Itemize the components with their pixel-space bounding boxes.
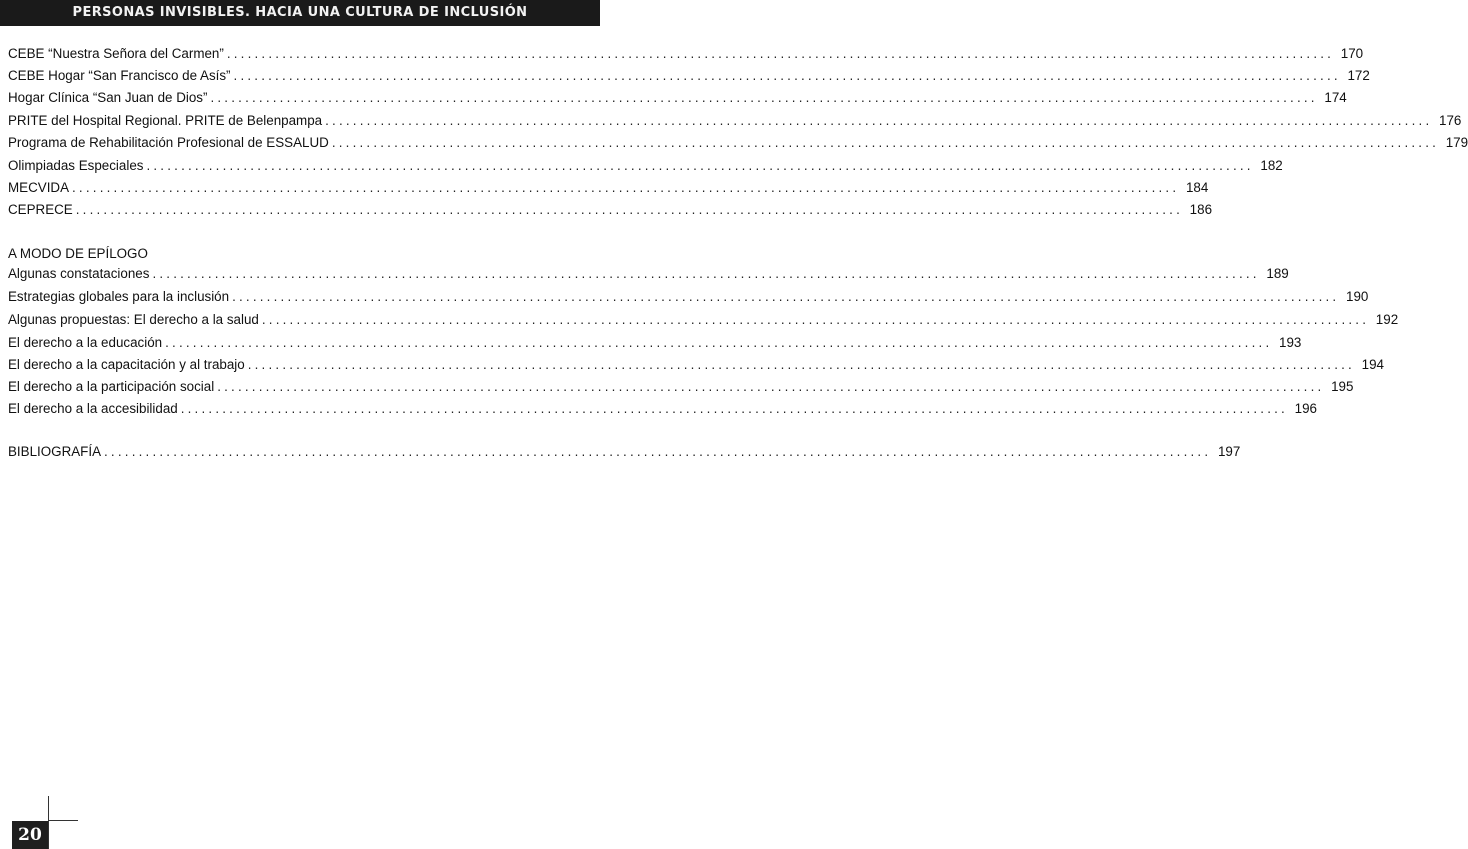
toc-dot-leader: ................................................................................................................................................................ — [226, 46, 1335, 61]
toc-dot-leader: ................................................................................................................................................................ — [247, 357, 1355, 372]
toc-entry — [8, 266, 1289, 288]
toc-dot-leader: ................................................................................................................................................................ — [72, 180, 1180, 195]
toc-entry-label: El derecho a la participación social — [8, 379, 215, 394]
toc-entry-page: 176 — [1439, 113, 1462, 128]
toc-entry — [8, 357, 1384, 379]
toc-entry — [8, 46, 1364, 68]
toc-dot-leader: ................................................................................................................................................................ — [165, 335, 1273, 350]
toc-entry — [8, 90, 1347, 112]
toc-entry-page: 193 — [1279, 335, 1302, 350]
toc-entry — [8, 180, 1209, 202]
toc-entry — [8, 289, 1369, 311]
toc-entry — [8, 68, 1370, 90]
toc-entry-page: 174 — [1324, 90, 1347, 105]
toc-entry-page: 179 — [1445, 135, 1468, 150]
toc-entry-label: PRITE del Hospital Regional. PRITE de Belenpampa — [8, 113, 323, 128]
toc-dot-leader: ................................................................................................................................................................ — [210, 90, 1318, 105]
toc-entry-page: 190 — [1346, 289, 1369, 304]
toc-entry-page: 182 — [1260, 158, 1283, 173]
toc-entry-page: 194 — [1361, 357, 1384, 372]
toc-entry-label: CEBE Hogar “San Francisco de Asís” — [8, 68, 231, 83]
toc-dot-leader: ................................................................................................................................................................ — [152, 266, 1260, 281]
toc-entry-page: 184 — [1185, 180, 1209, 195]
toc-entry-label: El derecho a la educación — [8, 335, 163, 350]
toc-entry — [8, 401, 1317, 423]
crop-mark-horizontal — [48, 820, 78, 821]
toc-entry-label: Programa de Rehabilitación Profesional de ESSALUD — [8, 135, 329, 150]
page-number: 20 — [12, 821, 48, 849]
crop-mark-vertical — [48, 796, 49, 849]
toc-entry — [8, 379, 1354, 401]
toc-entry-page: 189 — [1266, 266, 1289, 281]
toc-entry-page: 192 — [1375, 312, 1399, 327]
toc-entry-label: Algunas propuestas: El derecho a la salud — [8, 312, 259, 327]
toc-dot-leader: ................................................................................................................................................................ — [232, 289, 1340, 304]
running-header-title: PERSONAS INVISIBLES. HACIA UNA CULTURA DE INCLUSIÓN — [72, 5, 528, 20]
toc-entry-label: BIBLIOGRAFÍA — [8, 444, 102, 459]
toc-dot-leader: ................................................................................................................................................................ — [180, 401, 1288, 416]
toc-entry-label: El derecho a la accesibilidad — [8, 401, 178, 416]
section-heading: A MODO DE EPÍLOGO — [8, 246, 148, 261]
toc-entry — [8, 158, 1283, 180]
toc-entry-label: Olimpiadas Especiales — [8, 158, 144, 173]
toc-entry — [8, 335, 1302, 357]
toc-entry-label: CEPRECE — [8, 202, 73, 217]
toc-dot-leader: ................................................................................................................................................................ — [325, 113, 1433, 128]
toc-entry-page: 186 — [1189, 202, 1213, 217]
toc-entry-page: 172 — [1347, 68, 1370, 83]
toc-entry-label: Hogar Clínica “San Juan de Dios” — [8, 90, 208, 105]
toc-entry — [8, 312, 1399, 334]
toc-dot-leader: ................................................................................................................................................................ — [104, 444, 1212, 459]
toc-entry-page: 196 — [1294, 401, 1317, 416]
toc-entry — [8, 135, 1468, 157]
toc-entry-label: Algunas constataciones — [8, 266, 150, 281]
toc-entry-page: 195 — [1331, 379, 1354, 394]
toc-entry-label: El derecho a la capacitación y al trabajo — [8, 357, 245, 372]
running-header — [0, 0, 600, 26]
toc-dot-leader: ................................................................................................................................................................ — [261, 312, 1370, 327]
toc-dot-leader: ................................................................................................................................................................ — [217, 379, 1325, 394]
toc-entry-page: 170 — [1340, 46, 1364, 61]
toc-entry-label: MECVIDA — [8, 180, 70, 195]
toc-entry-bibliography — [8, 444, 1241, 466]
toc-entry-label: CEBE “Nuestra Señora del Carmen” — [8, 46, 224, 61]
toc-dot-leader: ................................................................................................................................................................ — [146, 158, 1254, 173]
toc-dot-leader: ................................................................................................................................................................ — [233, 68, 1341, 83]
toc-entry — [8, 202, 1213, 224]
toc-dot-leader: ................................................................................................................................................................ — [331, 135, 1440, 150]
toc-entry-page: 197 — [1217, 444, 1241, 459]
toc-dot-leader: ................................................................................................................................................................ — [75, 202, 1184, 217]
toc-entry-label: Estrategias globales para la inclusión — [8, 289, 230, 304]
toc-entry — [8, 113, 1462, 135]
